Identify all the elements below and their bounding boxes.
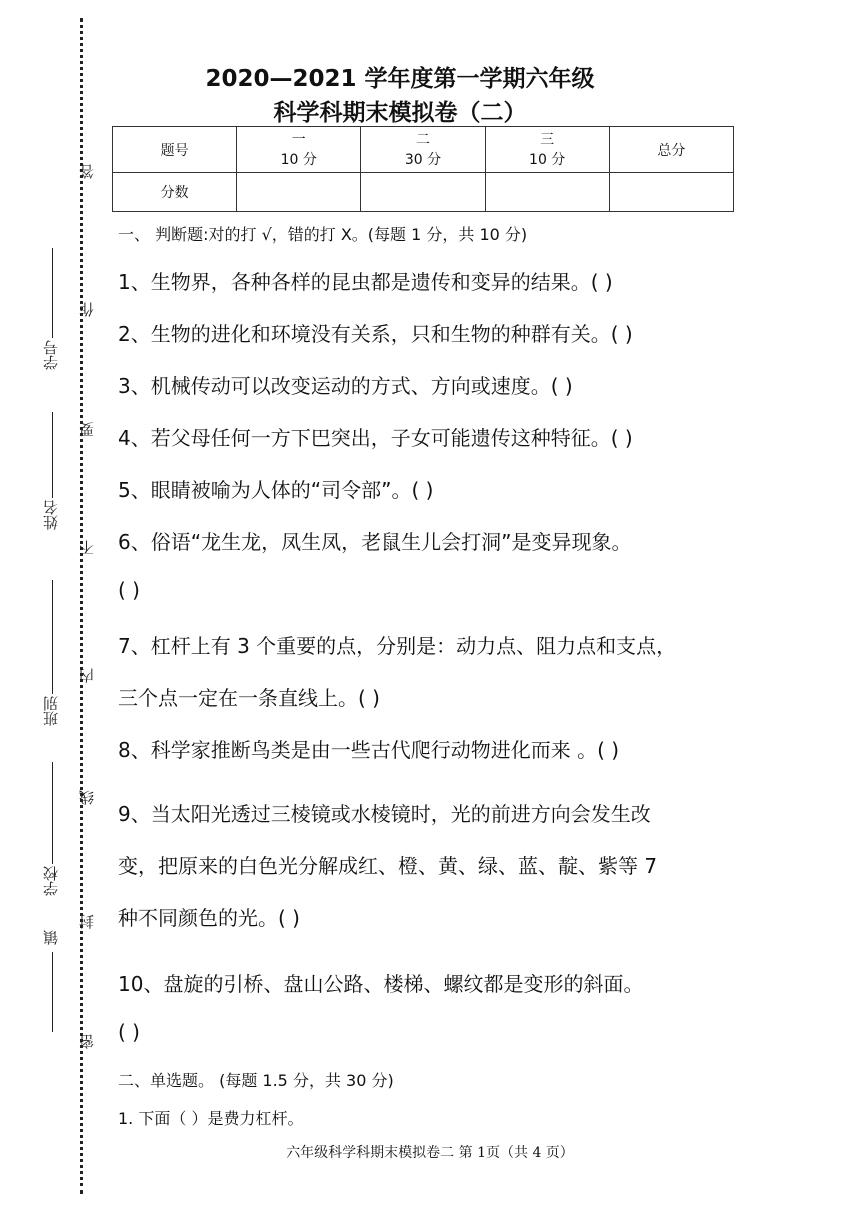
score-table-header-question-no: 题号 [113, 127, 237, 173]
score-cell-part3[interactable] [485, 173, 609, 212]
name-label: 姓名 [42, 500, 60, 530]
class-blank[interactable] [52, 580, 53, 694]
town-label: 镇 [42, 930, 60, 945]
binding-char: 内 [78, 668, 96, 683]
section1-heading: 一、 判断题:对的打 √，错的打 X。(每题 1 分，共 10 分) [118, 225, 528, 244]
score-cell-total[interactable] [609, 173, 733, 212]
score-table [112, 126, 734, 212]
student-id-label: 学号 [42, 340, 60, 370]
score-cell-part1[interactable] [237, 173, 361, 212]
binding-char: 线 [78, 790, 96, 805]
binding-char: 不 [78, 540, 96, 555]
question-item: 2、生物的进化和环境没有关系，只和生物的种群有关。( ) [118, 322, 633, 346]
binding-dotted-line [80, 18, 83, 1194]
question-item: 5、眼睛被喻为人体的“司令部”。( ) [118, 478, 434, 502]
page-footer: 六年级科学科期末模拟卷二 第 1页（共 4 页） [286, 1145, 574, 1161]
question-item: 变，把原来的白色光分解成红、橙、黄、绿、蓝、靛、紫等 7 [118, 854, 658, 878]
score-table-row-label: 分数 [113, 173, 237, 212]
score-table-header-total: 总分 [609, 127, 733, 173]
question-item: 7、杠杆上有 3 个重要的点，分别是：动力点、阻力点和支点， [118, 634, 677, 658]
exam-title-line1: 2020—2021 学年度第一学期六年级 [205, 66, 595, 92]
question-item: 1、生物界，各种各样的昆虫都是遗传和变异的结果。( ) [118, 270, 613, 294]
class-label: 班别 [42, 696, 60, 726]
exam-title-line2: 科学科期末模拟卷（二） [273, 100, 527, 126]
binding-char: 答 [78, 164, 96, 179]
score-table-header-part2: 二 30 分 [361, 127, 485, 173]
question-item: 10、盘旋的引桥、盘山公路、楼梯、螺纹都是变形的斜面。 [118, 972, 644, 996]
question-item: 4、若父母任何一方下巴突出，子女可能遗传这种特征。( ) [118, 426, 633, 450]
question-item: 3、机械传动可以改变运动的方式、方向或速度。( ) [118, 374, 573, 398]
student-id-blank[interactable] [52, 248, 53, 338]
score-cell-part2[interactable] [361, 173, 485, 212]
question-item: 6、俗语“龙生龙，凤生凤，老鼠生儿会打洞”是变异现象。 [118, 530, 632, 554]
binding-char: 封 [78, 914, 96, 929]
section2-heading: 二、单选题。 (每题 1.5 分，共 30 分) [118, 1071, 394, 1090]
score-table-header-part3: 三 10 分 [485, 127, 609, 173]
binding-char: 作 [78, 302, 96, 317]
score-table-header-part1: 一 10 分 [237, 127, 361, 173]
question-item: ( ) [118, 578, 140, 602]
binding-char: 密 [78, 1034, 96, 1049]
question-item: ( ) [118, 1020, 140, 1044]
question-item: 三个点一定在一条直线上。( ) [118, 686, 380, 710]
question-item: 8、科学家推断鸟类是由一些古代爬行动物进化而来 。( ) [118, 738, 620, 762]
school-label: 学校 [42, 866, 60, 896]
question-item: 1. 下面（ ）是费力杠杆。 [118, 1109, 304, 1128]
school-blank[interactable] [52, 762, 53, 864]
question-item: 种不同颜色的光。( ) [118, 906, 300, 930]
binding-char: 要 [78, 422, 96, 437]
name-blank[interactable] [52, 412, 53, 498]
question-item: 9、当太阳光透过三棱镜或水棱镜时，光的前进方向会发生改 [118, 802, 651, 826]
town-blank[interactable] [52, 952, 53, 1032]
